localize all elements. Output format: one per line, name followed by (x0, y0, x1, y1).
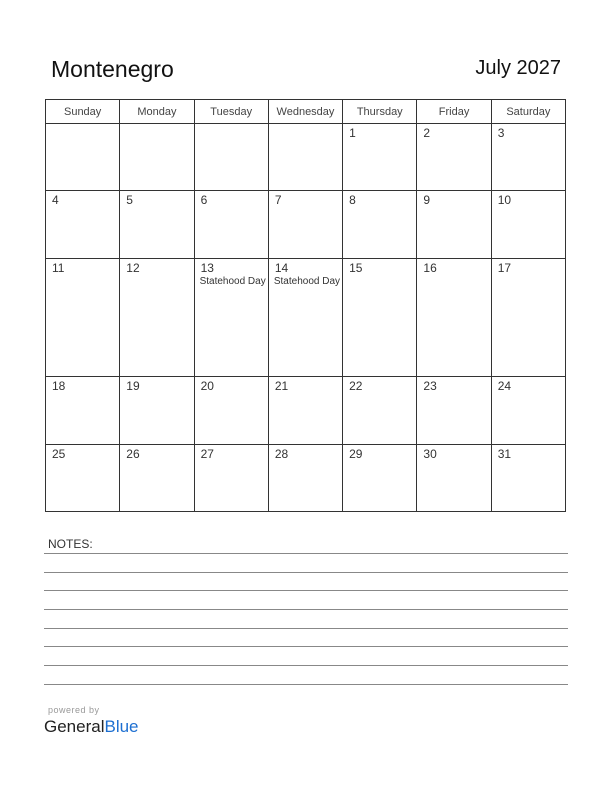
day-cell[interactable] (343, 124, 417, 191)
note-line (44, 553, 568, 554)
day-number: 4 (52, 193, 59, 208)
day-number: 24 (497, 379, 512, 394)
day-number: 26 (126, 446, 140, 461)
day-cell[interactable] (417, 124, 491, 191)
day-number: 7 (274, 193, 282, 208)
note-line (44, 684, 568, 685)
weekday-header: Saturday (491, 100, 565, 124)
empty-day-cell (268, 124, 342, 191)
note-line (44, 590, 568, 591)
day-cell[interactable] (491, 258, 565, 377)
day-cell[interactable] (46, 191, 120, 258)
day-cell[interactable] (417, 191, 491, 258)
day-cell[interactable] (343, 444, 417, 511)
day-cell[interactable] (268, 444, 342, 511)
holiday-label: Statehood Day (199, 275, 266, 287)
empty-day-cell (194, 124, 268, 191)
day-number: 22 (349, 379, 363, 394)
day-number: 18 (52, 379, 66, 394)
day-cell[interactable] (417, 444, 491, 511)
calendar-grid (45, 99, 566, 512)
day-cell[interactable] (268, 377, 342, 444)
weekday-header: Monday (120, 100, 194, 124)
day-cell[interactable] (417, 258, 491, 377)
day-cell[interactable] (491, 444, 565, 511)
day-number: 19 (126, 379, 140, 394)
day-cell[interactable] (343, 191, 417, 258)
brand-blue-text: Blue (104, 717, 139, 736)
day-number: 10 (497, 193, 512, 208)
week-row (46, 258, 566, 377)
day-number: 16 (423, 260, 437, 275)
day-cell[interactable] (194, 377, 268, 444)
day-number: 8 (349, 193, 356, 208)
page-title: Montenegro (51, 56, 174, 82)
empty-day-cell (46, 124, 120, 191)
note-line (44, 572, 568, 573)
day-number: 11 (52, 260, 65, 275)
day-cell[interactable] (120, 444, 194, 511)
day-number: 1 (349, 126, 356, 140)
day-number: 6 (200, 193, 208, 208)
day-cell[interactable] (46, 444, 120, 511)
day-cell[interactable] (120, 258, 194, 377)
holiday-label: Statehood Day (273, 275, 341, 287)
day-cell[interactable] (194, 258, 268, 377)
day-number: 27 (200, 446, 214, 461)
weekday-header: Friday (417, 100, 491, 124)
week-row (46, 377, 566, 444)
day-number: 15 (349, 260, 363, 275)
day-number: 17 (497, 260, 512, 275)
notes-label: NOTES: (48, 537, 93, 551)
day-number: 25 (52, 446, 66, 461)
day-number: 30 (423, 446, 437, 461)
weekday-header-row (46, 100, 566, 124)
note-line (44, 646, 568, 647)
day-number: 2 (423, 126, 431, 140)
day-number: 13 (200, 260, 214, 275)
weekday-header: Tuesday (194, 100, 268, 124)
empty-day-cell (120, 124, 194, 191)
day-number: 12 (126, 260, 140, 275)
day-number: 31 (497, 446, 512, 461)
day-number: 28 (274, 446, 289, 461)
month-year-label: July 2027 (475, 57, 561, 79)
powered-by-label: powered by (48, 705, 100, 715)
note-line (44, 628, 568, 629)
day-number: 21 (274, 379, 289, 394)
day-cell[interactable] (417, 377, 491, 444)
day-cell[interactable] (194, 191, 268, 258)
day-cell[interactable] (268, 258, 342, 377)
weekday-header: Sunday (46, 100, 120, 124)
day-number: 23 (423, 379, 437, 394)
day-cell[interactable] (343, 377, 417, 444)
day-cell[interactable] (46, 258, 120, 377)
day-cell[interactable] (268, 191, 342, 258)
day-number: 29 (349, 446, 363, 461)
day-number: 14 (274, 260, 289, 275)
week-row (46, 191, 566, 258)
day-number: 9 (423, 193, 431, 208)
day-cell[interactable] (194, 444, 268, 511)
day-cell[interactable] (120, 377, 194, 444)
week-row (46, 444, 566, 511)
day-number: 20 (200, 379, 214, 394)
weekday-header: Wednesday (268, 100, 342, 124)
day-cell[interactable] (46, 377, 120, 444)
weekday-header: Thursday (343, 100, 417, 124)
day-cell[interactable] (491, 124, 565, 191)
day-cell[interactable] (491, 191, 565, 258)
note-line (44, 609, 568, 610)
week-row (46, 124, 566, 191)
day-cell[interactable] (120, 191, 194, 258)
day-cell[interactable] (491, 377, 565, 444)
brand-general-text: General (44, 717, 105, 736)
note-line (44, 665, 568, 666)
day-number: 3 (497, 126, 505, 140)
day-cell[interactable] (343, 258, 417, 377)
day-number: 5 (126, 193, 133, 208)
brand-logo[interactable] (44, 717, 139, 737)
